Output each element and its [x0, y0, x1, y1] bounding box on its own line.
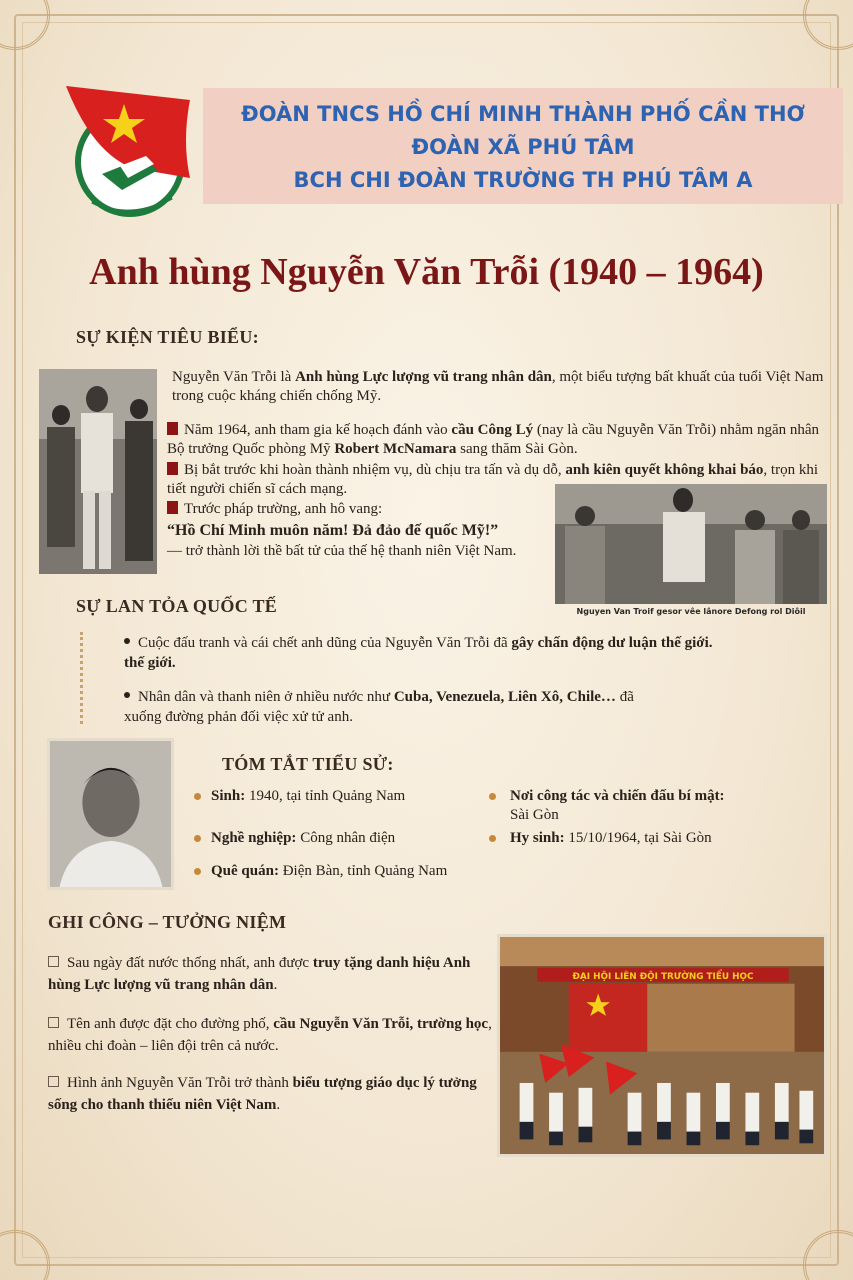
h2-bold: cầu Nguyễn Văn Trỗi, trường học: [273, 1016, 489, 1032]
b1-text: Cuộc đấu tranh và cái chết anh dũng của Nguyễn Văn Trỗi đã: [138, 635, 512, 651]
ceremony-hall-photo: [497, 934, 827, 1157]
bio-death-label: Hy sinh:: [510, 830, 565, 846]
b2-bold: Cuba, Venezuela, Liên Xô, Chile…: [393, 689, 616, 705]
h3-bold: biểu tượng giáo dục lý tưởng sống cho thanh thiếu niên Việt Nam: [48, 1075, 477, 1113]
p2-text: Bị bắt trước khi hoàn thành nhiệm vụ, dù chịu tra tấn và dụ dỗ,: [184, 462, 566, 478]
bullet-dot: [124, 692, 130, 698]
b2-text: Nhân dân và thanh niên ở nhiều nước như: [138, 689, 394, 705]
bio-work-value: Sài Gòn: [510, 807, 559, 823]
red-square-bullet: [167, 462, 178, 475]
youth-union-logo: [62, 82, 202, 222]
checkbox-bullet: [48, 956, 59, 967]
h2-end: , nhiều chi đoàn – liên đội trên cả nước.: [48, 1016, 492, 1054]
b1-bold: gây chấn động dư luận thế giới.: [511, 635, 713, 651]
events-paragraph-1: [167, 421, 832, 459]
quote-legacy: — trở thành lời thề bất tử của thế hệ thanh niên Việt Nam.: [167, 543, 517, 559]
h2-text: Tên anh được đặt cho đường phố,: [67, 1016, 274, 1032]
bio-death: [510, 829, 712, 848]
header-line-1: ĐOÀN TNCS HỒ CHÍ MINH THÀNH PHỐ CẦN THƠ: [241, 102, 805, 126]
red-square-bullet: [167, 422, 178, 435]
photo-caption: Nguyen Van Troif gesor vêe lânore Defong rol Diôil: [576, 607, 806, 616]
p1-bold: cầu Công Lý: [451, 422, 534, 438]
intro-text-end: , một biểu tượng bất khuất của tuổi Việt Nam trong cuộc kháng chiến chống Mỹ.: [172, 369, 824, 404]
bullet-dot: [194, 793, 201, 800]
h1-text: Sau ngày đất nước thống nhất, anh được: [67, 955, 313, 971]
events-heading: SỰ KIỆN TIÊU BIỂU:: [76, 327, 259, 347]
honor-item-1: [48, 952, 493, 996]
honor-heading: GHI CÔNG – TƯỞNG NIỆM: [48, 912, 287, 932]
bio-hometown: [211, 862, 447, 881]
red-square-bullet: [167, 501, 178, 514]
historical-photo-execution: [555, 484, 827, 604]
intro-bold: Anh hùng Lực lượng vũ trang nhân dân: [295, 369, 552, 385]
bio-birth-value: 1940, tại tỉnh Quảng Nam: [245, 788, 406, 804]
bio-birth: [211, 787, 405, 806]
international-bullet-1: [124, 634, 814, 653]
checkbox-bullet: [48, 1017, 59, 1028]
p1-text: Năm 1964, anh tham gia kế hoạch đánh vào: [184, 422, 452, 438]
header-line-2: ĐOÀN XÃ PHÚ TÂM: [411, 135, 635, 159]
h1-end: .: [273, 977, 278, 993]
b2-text-end: đã: [615, 689, 634, 705]
p1-text-end: sang thăm Sài Gòn.: [456, 441, 578, 457]
bio-home-value: Điện Bàn, tỉnh Quảng Nam: [278, 863, 448, 879]
h1-bold: truy tặng danh hiệu Anh hùng Lực lượng vũ trang nhân dân: [48, 955, 471, 993]
bio-work-label: Nơi công tác và chiến đấu bí mật:: [510, 788, 725, 804]
page-title: Anh hùng Nguyễn Văn Trỗi (1940 – 1964): [89, 251, 764, 293]
bio-job: [211, 829, 395, 848]
honor-item-3: [48, 1072, 493, 1116]
b1-tail: thế giới.: [124, 655, 176, 671]
bio-heading: TÓM TẮT TIỂU SỬ:: [222, 754, 394, 774]
dotted-divider: [80, 632, 83, 724]
events-intro: [172, 368, 832, 406]
bullet-dot: [489, 835, 496, 842]
international-heading: SỰ LAN TỎA QUỐC TẾ: [76, 596, 278, 616]
international-bullet-2-line2: xuống đường phản đối việc xử tử anh.: [124, 709, 353, 725]
p1-bold-2: Robert McNamara: [334, 441, 457, 457]
p1-text-mid: (nay là cầu Nguyễn Văn Trỗi) nhằm ngăn nhân Bộ trưởng Quốc phòng Mỹ: [167, 422, 820, 457]
famous-quote: “Hồ Chí Minh muôn năm! Đả đảo đế quốc Mỹ!”: [167, 522, 499, 539]
bio-birth-label: Sinh:: [211, 788, 246, 804]
h3-text: Hình ảnh Nguyễn Văn Trỗi trở thành: [67, 1075, 293, 1091]
p2-text-end: , trọn khi tiết người chiến sĩ cách mạng.: [167, 462, 819, 497]
checkbox-bullet: [48, 1076, 59, 1087]
bio-home-label: Quê quán:: [211, 863, 279, 879]
bullet-dot: [489, 793, 496, 800]
intro-text: Nguyễn Văn Trỗi là: [172, 369, 296, 385]
organization-header: [203, 88, 843, 204]
h3-end: .: [276, 1097, 281, 1113]
international-bullet-1-tail: [124, 654, 814, 673]
p2-bold: anh kiên quyết không khai báo: [565, 462, 764, 478]
international-bullet-2: [124, 688, 814, 707]
historical-photo-arrest: [39, 369, 157, 574]
bullet-dot: [194, 835, 201, 842]
bullet-dot: [194, 868, 201, 875]
p3-text: Trước pháp trường, anh hô vang:: [184, 501, 383, 517]
bio-job-label: Nghề nghiệp:: [211, 830, 297, 846]
header-line-3: BCH CHI ĐOÀN TRƯỜNG TH PHÚ TÂM A: [293, 168, 753, 192]
bio-death-value: 15/10/1964, tại Sài Gòn: [564, 830, 712, 846]
honor-item-2: [48, 1013, 493, 1057]
bio-work: [510, 787, 810, 825]
bullet-dot: [124, 638, 130, 644]
hall-banner-text: ĐẠI HỘI LIÊN ĐỘI TRƯỜNG TIỂU HỌC: [572, 971, 754, 982]
bio-job-value: Công nhân điện: [296, 830, 396, 846]
portrait-photo: [47, 738, 174, 890]
events-paragraph-3: [167, 500, 547, 519]
